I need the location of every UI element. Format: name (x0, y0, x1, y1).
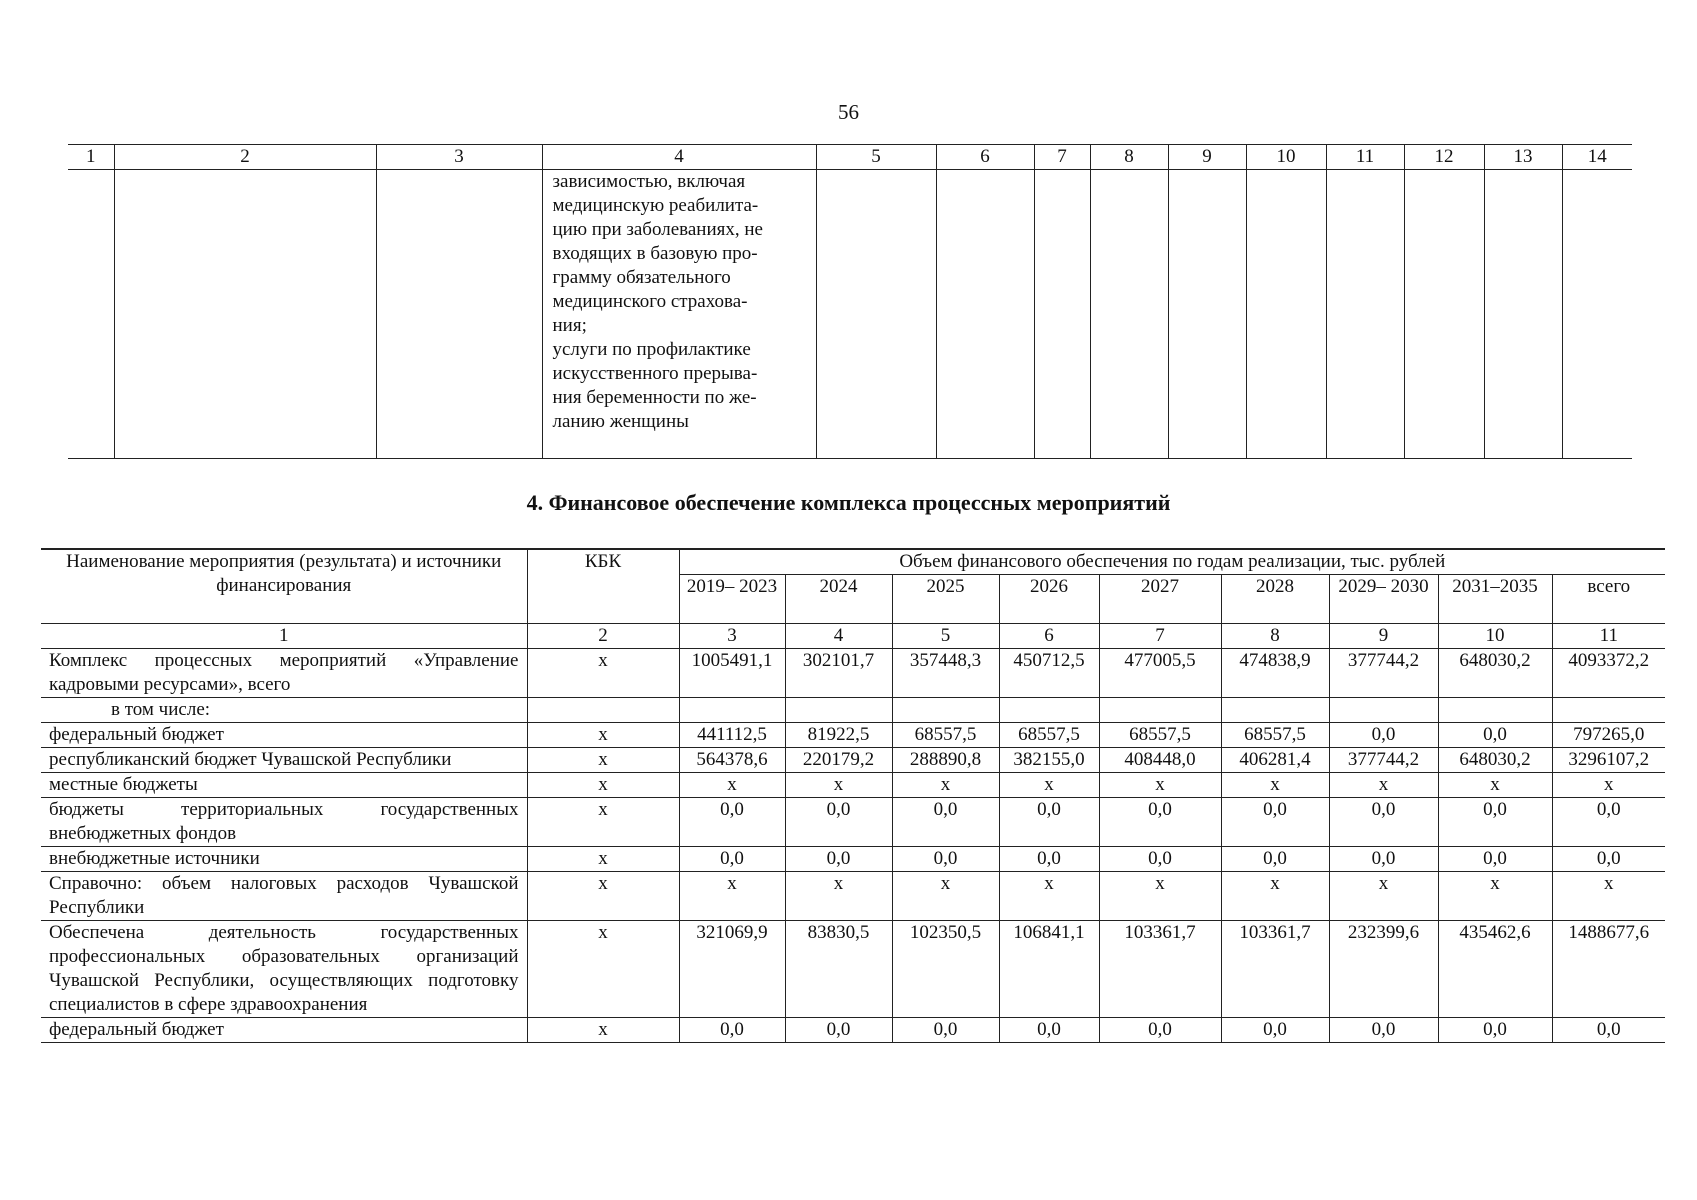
row-value: x (1329, 872, 1438, 921)
column-number-row (68, 145, 1632, 170)
row-value: 377744,2 (1329, 649, 1438, 698)
row-value: 0,0 (1438, 798, 1552, 847)
row-value: x (785, 872, 892, 921)
row-kbk: x (527, 798, 679, 847)
row-value: 0,0 (679, 847, 785, 872)
row-value: x (999, 872, 1099, 921)
row-value: 382155,0 (999, 748, 1099, 773)
row-value: 83830,5 (785, 921, 892, 1018)
table-row (41, 798, 1665, 847)
description-line: грамму обязательного (552, 267, 731, 288)
row-kbk (527, 698, 679, 723)
row-value: 103361,7 (1099, 921, 1221, 1018)
row-kbk: x (527, 847, 679, 872)
row-value: 0,0 (785, 1018, 892, 1043)
row-value: 0,0 (1329, 1018, 1438, 1043)
row-name: бюджеты территориальных государственных внебюджетных фондов (41, 798, 527, 847)
description-line: медицинского страхова- (552, 291, 748, 312)
row-value: 0,0 (1221, 847, 1329, 872)
row-value: x (1099, 773, 1221, 798)
table-row (41, 748, 1665, 773)
row-value: 0,0 (1438, 1018, 1552, 1043)
year-header: 2026 (999, 575, 1099, 624)
row-value: x (1099, 872, 1221, 921)
row-value (1099, 698, 1221, 723)
section-title: 4. Финансовое обеспечение комплекса процессных мероприятий (526, 490, 1171, 515)
row-value: 406281,4 (1221, 748, 1329, 773)
row-value: x (1221, 773, 1329, 798)
table-row (68, 170, 1632, 459)
row-name: федеральный бюджет (41, 723, 527, 748)
header-row (41, 549, 1665, 575)
row-value: 0,0 (892, 1018, 999, 1043)
row-value (1221, 698, 1329, 723)
year-header: 2027 (1099, 575, 1221, 624)
year-header: 2028 (1221, 575, 1329, 624)
row-name: республиканский бюджет Чувашской Республики (41, 748, 527, 773)
row-value: 0,0 (1552, 1018, 1665, 1043)
column-number: 7 (1034, 145, 1090, 170)
row-kbk: x (527, 649, 679, 698)
year-header: 2031–2035 (1438, 575, 1552, 624)
row-value: 220179,2 (785, 748, 892, 773)
row-value (892, 698, 999, 723)
description-line: ния беременности по же- (552, 387, 757, 408)
column-number: 2 (527, 624, 679, 649)
year-header: 2024 (785, 575, 892, 624)
row-value: x (1552, 872, 1665, 921)
row-kbk: x (527, 921, 679, 1018)
row-value: 81922,5 (785, 723, 892, 748)
table-row (41, 649, 1665, 698)
row-name: Комплекс процессных мероприятий «Управление кадровыми ресурсами», всего (41, 649, 527, 698)
row-value: 0,0 (999, 1018, 1099, 1043)
row-value: 0,0 (1099, 1018, 1221, 1043)
table-row (41, 847, 1665, 872)
column-number: 13 (1484, 145, 1562, 170)
row-value: 450712,5 (999, 649, 1099, 698)
column-number: 4 (785, 624, 892, 649)
column-number: 7 (1099, 624, 1221, 649)
description-line: услуги по профилактике (552, 339, 751, 360)
row-value: 0,0 (679, 798, 785, 847)
row-value: 564378,6 (679, 748, 785, 773)
description-line: ланию женщины (552, 411, 689, 432)
column-number: 1 (68, 145, 114, 170)
column-number: 9 (1168, 145, 1246, 170)
table-row (41, 698, 1665, 723)
row-name: Справочно: объем налоговых расходов Чувашской Республики (41, 872, 527, 921)
row-value: 408448,0 (1099, 748, 1221, 773)
row-value: 288890,8 (892, 748, 999, 773)
row-value: 0,0 (1438, 723, 1552, 748)
row-value: 68557,5 (999, 723, 1099, 748)
row-value (999, 698, 1099, 723)
row-name: местные бюджеты (41, 773, 527, 798)
row-value: 0,0 (785, 847, 892, 872)
row-value: 321069,9 (679, 921, 785, 1018)
column-number: 10 (1438, 624, 1552, 649)
page-number: 56 (838, 100, 859, 124)
column-number: 11 (1326, 145, 1404, 170)
row-value: 0,0 (785, 798, 892, 847)
continuation-table (68, 144, 1632, 459)
column-number: 6 (999, 624, 1099, 649)
row-value: 435462,6 (1438, 921, 1552, 1018)
row-value: 797265,0 (1552, 723, 1665, 748)
table-row (41, 773, 1665, 798)
year-header: 2029– 2030 (1329, 575, 1438, 624)
row-value: 0,0 (679, 1018, 785, 1043)
description-line: цию при заболеваниях, не (552, 219, 763, 240)
row-value: 0,0 (1221, 798, 1329, 847)
column-number: 2 (114, 145, 376, 170)
row-value: x (1438, 872, 1552, 921)
row-value: x (1438, 773, 1552, 798)
row-value: 648030,2 (1438, 748, 1552, 773)
column-number: 11 (1552, 624, 1665, 649)
header-name: Наименование мероприятия (результата) и источники финансирования (41, 549, 527, 624)
column-number: 8 (1090, 145, 1168, 170)
column-number: 12 (1404, 145, 1484, 170)
row-value: 0,0 (999, 798, 1099, 847)
row-kbk: x (527, 748, 679, 773)
row-value (1329, 698, 1438, 723)
row-value: 0,0 (1438, 847, 1552, 872)
row-name: в том числе: (41, 698, 527, 723)
row-value: 0,0 (1552, 798, 1665, 847)
row-kbk: x (527, 773, 679, 798)
column-number: 3 (679, 624, 785, 649)
row-value: 0,0 (1329, 723, 1438, 748)
table-row (41, 723, 1665, 748)
row-value: 0,0 (1552, 847, 1665, 872)
row-value: 103361,7 (1221, 921, 1329, 1018)
year-header: 2025 (892, 575, 999, 624)
header-volume: Объем финансового обеспечения по годам реализации, тыс. рублей (679, 549, 1665, 575)
description-line: искусственного прерыва- (552, 363, 758, 384)
row-value: 68557,5 (1221, 723, 1329, 748)
row-value: 4093372,2 (1552, 649, 1665, 698)
row-value: 302101,7 (785, 649, 892, 698)
description-line: входящих в базовую про- (552, 243, 758, 264)
row-value (1438, 698, 1552, 723)
row-value: 377744,2 (1329, 748, 1438, 773)
row-kbk: x (527, 872, 679, 921)
row-value (785, 698, 892, 723)
row-value: x (892, 773, 999, 798)
column-number: 4 (542, 145, 816, 170)
row-value: x (679, 872, 785, 921)
row-value: 0,0 (1329, 847, 1438, 872)
row-value: x (892, 872, 999, 921)
row-value: 357448,3 (892, 649, 999, 698)
row-value: x (679, 773, 785, 798)
row-value: 68557,5 (1099, 723, 1221, 748)
row-value: x (1221, 872, 1329, 921)
row-value: 477005,5 (1099, 649, 1221, 698)
year-header: 2019– 2023 (679, 575, 785, 624)
row-name: внебюджетные источники (41, 847, 527, 872)
row-value: x (785, 773, 892, 798)
table-row (41, 921, 1665, 1018)
row-value: 0,0 (1099, 847, 1221, 872)
row-kbk: x (527, 723, 679, 748)
header-kbk: КБК (527, 549, 679, 624)
financing-table (41, 548, 1665, 1043)
row-value: 102350,5 (892, 921, 999, 1018)
row-value (679, 698, 785, 723)
row-value: 648030,2 (1438, 649, 1552, 698)
row-value: 0,0 (999, 847, 1099, 872)
row-kbk: x (527, 1018, 679, 1043)
row-name: Обеспечена деятельность государственных профессиональных образовательных организаций Чувашской Республики, осуществляющих подготовку специалистов в сфере здравоохранения (41, 921, 527, 1018)
activity-description (542, 170, 816, 459)
description-line: зависимостью, включая (552, 171, 746, 192)
year-header: всего (1552, 575, 1665, 624)
table-row (41, 1018, 1665, 1043)
row-value: 441112,5 (679, 723, 785, 748)
column-number: 14 (1562, 145, 1632, 170)
column-number: 3 (376, 145, 542, 170)
description-line: ния; (552, 315, 587, 336)
row-name: федеральный бюджет (41, 1018, 527, 1043)
column-number: 6 (936, 145, 1034, 170)
row-value: x (999, 773, 1099, 798)
column-number: 1 (41, 624, 527, 649)
row-value: 0,0 (1329, 798, 1438, 847)
row-value: 106841,1 (999, 921, 1099, 1018)
row-value: 0,0 (892, 847, 999, 872)
column-number: 9 (1329, 624, 1438, 649)
description-line: медицинскую реабилита- (552, 195, 759, 216)
row-value: x (1552, 773, 1665, 798)
column-number: 10 (1246, 145, 1326, 170)
table-row (41, 872, 1665, 921)
row-value: 0,0 (1221, 1018, 1329, 1043)
row-value: 1005491,1 (679, 649, 785, 698)
row-value: 0,0 (1099, 798, 1221, 847)
column-number: 5 (892, 624, 999, 649)
row-value: 232399,6 (1329, 921, 1438, 1018)
header-numbers-row (41, 624, 1665, 649)
row-value: 1488677,6 (1552, 921, 1665, 1018)
row-value: x (1329, 773, 1438, 798)
row-value: 3296107,2 (1552, 748, 1665, 773)
column-number: 5 (816, 145, 936, 170)
row-value: 68557,5 (892, 723, 999, 748)
row-value: 0,0 (892, 798, 999, 847)
row-value (1552, 698, 1665, 723)
row-value: 474838,9 (1221, 649, 1329, 698)
column-number: 8 (1221, 624, 1329, 649)
